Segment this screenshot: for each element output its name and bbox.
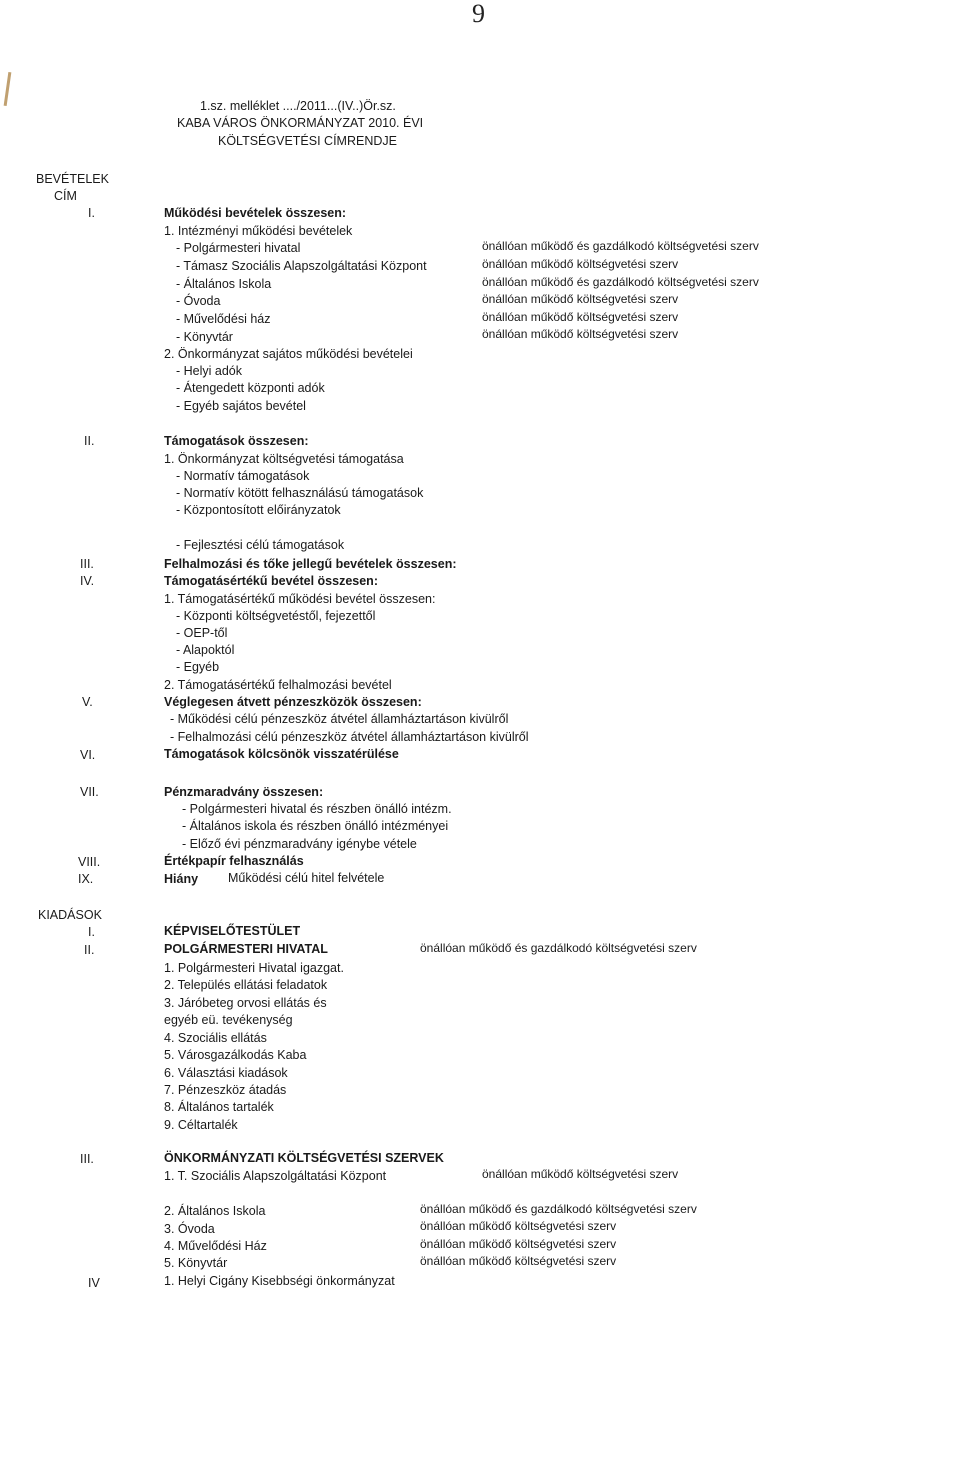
section-title-bevetelek: BEVÉTELEK	[36, 172, 109, 186]
bev-4-line: 2. Támogatásértékű felhalmozási bevétel	[164, 678, 392, 692]
bev-1-line: - Óvoda	[176, 294, 221, 308]
bev-status-text: önállóan működő költségvetési szerv	[482, 257, 679, 271]
bev-2-line: - Normatív támogatások	[176, 469, 310, 483]
bev-7-line: - Előző évi pénzmaradvány igénybe vétele	[182, 837, 417, 851]
bev-number-5: V.	[82, 695, 93, 709]
kiad-status-text: önállóan működő és gazdálkodó költségvetési szerv	[420, 941, 697, 955]
bev-1-line: - Helyi adók	[176, 364, 242, 378]
scan-mark	[4, 72, 12, 106]
bev-heading-3: Felhalmozási és tőke jellegű bevételek összesen:	[164, 557, 457, 571]
kiad-status-text: önállóan működő és gazdálkodó költségvetési szerv	[420, 1202, 697, 1216]
page-number: 9	[472, 0, 485, 28]
bev-heading-4: Támogatásértékű bevétel összesen:	[164, 574, 378, 588]
kiad-heading-1: KÉPVISELŐTESTÜLET	[164, 924, 301, 938]
bev-number-8: VIII.	[78, 855, 101, 869]
bev-9-line: Működési célú hitel felvétele	[228, 871, 385, 885]
bev-status-text: önállóan működő és gazdálkodó költségvetési szerv	[482, 239, 759, 253]
bev-2-line: - Központosított előirányzatok	[176, 503, 341, 517]
kiad-heading-2: POLGÁRMESTERI HIVATAL	[164, 942, 328, 956]
bev-heading-2: Támogatások összesen:	[164, 434, 309, 448]
bev-4-line: - Központi költségvetéstől, fejezettől	[176, 609, 376, 623]
bev-number-3: III.	[80, 557, 94, 571]
bev-5-line: - Felhalmozási célú pénzeszköz átvétel államháztartáson kivülről	[170, 730, 529, 744]
bev-heading-8: Értékpapír felhasználás	[164, 854, 304, 868]
kiad-status-text: önállóan működő költségvetési szerv	[420, 1237, 617, 1251]
header-line-2: KABA VÁROS ÖNKORMÁNYZAT 2010. ÉVI	[177, 116, 424, 130]
bev-number-1: I.	[88, 206, 95, 220]
bev-1-line: - Egyéb sajátos bevétel	[176, 399, 306, 413]
kiad-2-line: 7. Pénzeszköz átadás	[164, 1083, 287, 1097]
bev-5-line: - Működési célú pénzeszköz átvétel államháztartáson kivülről	[170, 712, 509, 726]
kiad-2-line: 4. Szociális ellátás	[164, 1031, 267, 1045]
bev-status-text: önállóan működő költségvetési szerv	[482, 327, 679, 341]
bev-number-9: IX.	[78, 872, 94, 886]
bev-7-line: - Polgármesteri hivatal és részben önálló intézm.	[182, 802, 452, 816]
bev-number-6: VI.	[80, 748, 96, 762]
bev-4-line: - Alapoktól	[176, 643, 235, 657]
cim-label: CÍM	[54, 189, 77, 203]
bev-1-line: 2. Önkormányzat sajátos működési bevételei	[164, 347, 413, 361]
kiad-3-line: 3. Óvoda	[164, 1222, 215, 1236]
kiad-2-line: 5. Városgazálkodás Kaba	[164, 1048, 307, 1062]
kiad-3-line: 2. Általános Iskola	[164, 1204, 266, 1218]
kiad-status-text: önállóan működő költségvetési szerv	[420, 1254, 617, 1268]
bev-1-line: - Polgármesteri hivatal	[176, 241, 301, 255]
bev-1-line: - Átengedett központi adók	[176, 381, 325, 395]
bev-4-line: 1. Támogatásértékű működési bevétel összesen:	[164, 592, 436, 606]
kiad-2-line: 2. Település ellátási feladatok	[164, 978, 328, 992]
kiad-3-line: 4. Művelődési Ház	[164, 1239, 267, 1253]
bev-heading-1: Működési bevételek összesen:	[164, 206, 347, 220]
bev-7-line: - Általános iskola és részben önálló intézményei	[182, 819, 449, 833]
header-line-3: KÖLTSÉGVETÉSI CÍMRENDJE	[218, 134, 397, 148]
kiad-status-text: önállóan működő költségvetési szerv	[482, 1167, 679, 1181]
kiad-number-2: II.	[84, 943, 95, 957]
kiad-3-line: 1. T. Szociális Alapszolgáltatási Központ	[164, 1169, 387, 1183]
kiad-number-1: I.	[88, 925, 95, 939]
section-title-kiadasok: KIADÁSOK	[38, 908, 102, 922]
bev-number-7: VII.	[80, 785, 99, 799]
bev-1-line: - Általános Iskola	[176, 277, 272, 291]
bev-2-line: 1. Önkormányzat költségvetési támogatása	[164, 452, 404, 466]
kiad-4-line: 1. Helyi Cigány Kisebbségi önkormányzat	[164, 1274, 395, 1288]
bev-heading-5: Véglegesen átvett pénzeszközök összesen:	[164, 695, 422, 709]
bev-heading-6: Támogatások kölcsönök visszatérülése	[164, 747, 399, 761]
header-line-1: 1.sz. melléklet ..../2011...(IV..)Ör.sz.	[200, 99, 396, 113]
bev-2-line: - Normatív kötött felhasználású támogatások	[176, 486, 424, 500]
bev-2-line: - Fejlesztési célú támogatások	[176, 538, 345, 552]
bev-1-line: - Művelődési ház	[176, 312, 271, 326]
kiad-2-line: 9. Céltartalék	[164, 1118, 238, 1132]
bev-4-line: - OEP-től	[176, 626, 228, 640]
bev-1-line: - Támasz Szociális Alapszolgáltatási Központ	[176, 259, 427, 273]
kiad-number-4: IV	[88, 1276, 100, 1290]
bev-heading-7: Pénzmaradvány összesen:	[164, 785, 324, 799]
kiad-2-line: 8. Általános tartalék	[164, 1100, 274, 1114]
kiad-3-line: 5. Könyvtár	[164, 1256, 228, 1270]
bev-1-line: - Könyvtár	[176, 330, 233, 344]
kiad-2-line: egyéb eü. tevékenység	[164, 1013, 293, 1027]
kiad-2-line: 3. Járóbeteg orvosi ellátás és	[164, 996, 327, 1010]
bev-status-text: önállóan működő és gazdálkodó költségvetési szerv	[482, 275, 759, 289]
bev-heading-9: Hiány	[164, 872, 199, 886]
bev-4-line: - Egyéb	[176, 660, 220, 674]
bev-status-text: önállóan működő költségvetési szerv	[482, 310, 679, 324]
kiad-status-text: önállóan működő költségvetési szerv	[420, 1219, 617, 1233]
kiad-number-3: III.	[80, 1152, 94, 1166]
kiad-2-line: 6. Választási kiadások	[164, 1066, 288, 1080]
kiad-heading-3: ÖNKORMÁNYZATI KÖLTSÉGVETÉSI SZERVEK	[164, 1151, 444, 1165]
kiad-2-line: 1. Polgármesteri Hivatal igazgat.	[164, 961, 344, 975]
bev-1-line: 1. Intézményi működési bevételek	[164, 224, 353, 238]
bev-number-4: IV.	[80, 574, 95, 588]
bev-number-2: II.	[84, 434, 95, 448]
bev-status-text: önállóan működő költségvetési szerv	[482, 292, 679, 306]
